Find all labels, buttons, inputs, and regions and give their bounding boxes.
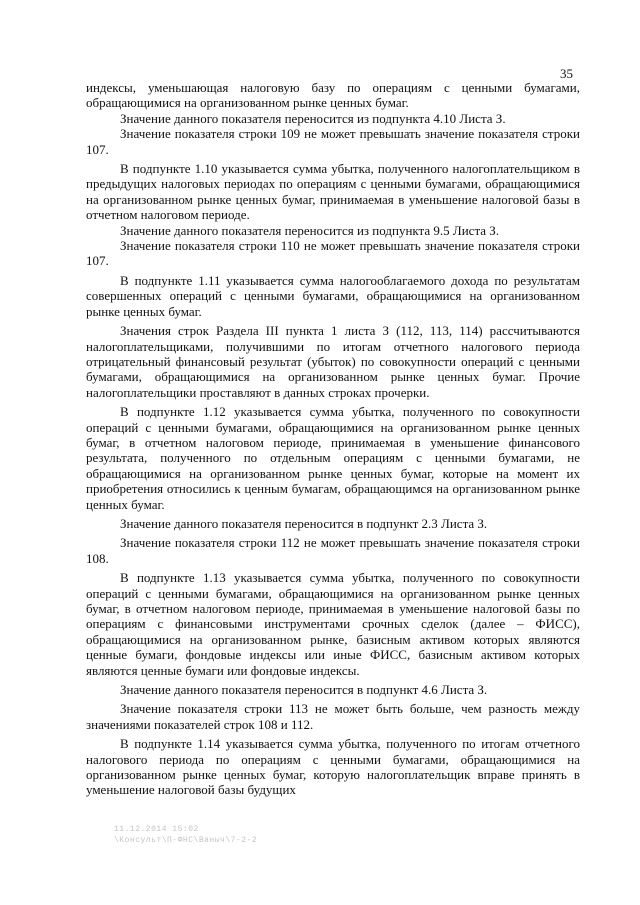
paragraph: Значение показателя строки 110 не может превышать значение показателя строки 107. <box>86 238 580 269</box>
print-stamp <box>114 824 257 846</box>
print-stamp-line: 11.12.2014 15:02 <box>114 825 199 834</box>
paragraph: В подпункте 1.13 указывается сумма убытка, полученного по совокупности операций с ценными бумагами, обращающимися на организованном рынке ценных бумаг, в отчетном налоговом периоде, принимаемая в уменьшение налоговой базы по операциям с финансовыми инструментами срочных сделок (далее – ФИСС), обращающимися на организованном рынке, базисным активом которых являются ценные бумаги, фондовые индексы или иные ФИСС, базисным активом которых являются ценные бумаги или фондовые индексы. <box>86 570 580 678</box>
paragraph: В подпункте 1.14 указывается сумма убытка, полученного по итогам отчетного налогового периода по операциям с ценными бумагами, обращающимися на организованном рынке ценных бумаг, которую налогоплательщик вправе принять в уменьшение налоговой базы будущих <box>86 736 580 798</box>
paragraph: В подпункте 1.11 указывается сумма налогооблагаемого дохода по результатам совершенных операций с ценными бумагами, обращающимися на организованном рынке ценных бумаг. <box>86 272 580 319</box>
paragraph: Значение показателя строки 112 не может превышать значение показателя строки 108. <box>86 535 580 566</box>
paragraph: Значение данного показателя переносится из подпункта 4.10 Листа З. <box>120 110 506 126</box>
document-body <box>86 80 580 798</box>
paragraph: В подпункте 1.12 указывается сумма убытка, полученного по совокупности операций с ценными бумагами, обращающимися на организованном рынке ценных бумаг, в отчетном налоговом периоде, принимаемая в уменьшение финансового результата, полученного по отдельным операциям с ценными бумагами, не обращающимися на организованном рынке ценных бумаг, которые на момент их приобретения относились к ценным бумагам, обращающимся на организованном рынке ценных бумаг. <box>86 404 580 512</box>
print-stamp-line: \Консульт\П-ФНС\Ваныч\7-2-2 <box>114 836 258 845</box>
paragraph: Значение показателя строки 109 не может превышать значение показателя строки 107. <box>86 126 580 157</box>
paragraph: Значение данного показателя переносится из подпункта 9.5 Листа З. <box>120 222 500 238</box>
paragraph: Значения строк Раздела III пункта 1 листа З (112, 113, 114) рассчитываются налогоплательщиками, получившими по итогам отчетного налогового периода отрицательный финансовый результат (убыток) по совокупности операций с ценными бумагами, обращающимися на организованном рынке ценных бумаг. Прочие налогоплательщики проставляют в данных строках прочерки. <box>86 323 580 400</box>
paragraph: Значение показателя строки 113 не может быть больше, чем разность между значениями показателей строк 108 и 112. <box>86 701 580 732</box>
page-number: 35 <box>560 66 573 81</box>
paragraph: Значение данного показателя переносится в подпункт 2.3 Листа З. <box>120 515 488 531</box>
paragraph: В подпункте 1.10 указывается сумма убытка, полученного налогоплательщиком в предыдущих налоговых периодах по операциям с ценными бумагами, обращающимися на организованном рынке ценных бумаг, принимаемая в уменьшение налоговой базы в отчетном налоговом периоде. <box>86 161 580 223</box>
paragraph: индексы, уменьшающая налоговую базу по операциям с ценными бумагами, обращающимися на организованном рынке ценных бумаг. <box>86 80 580 111</box>
paragraph: Значение данного показателя переносится в подпункт 4.6 Листа З. <box>120 682 488 698</box>
